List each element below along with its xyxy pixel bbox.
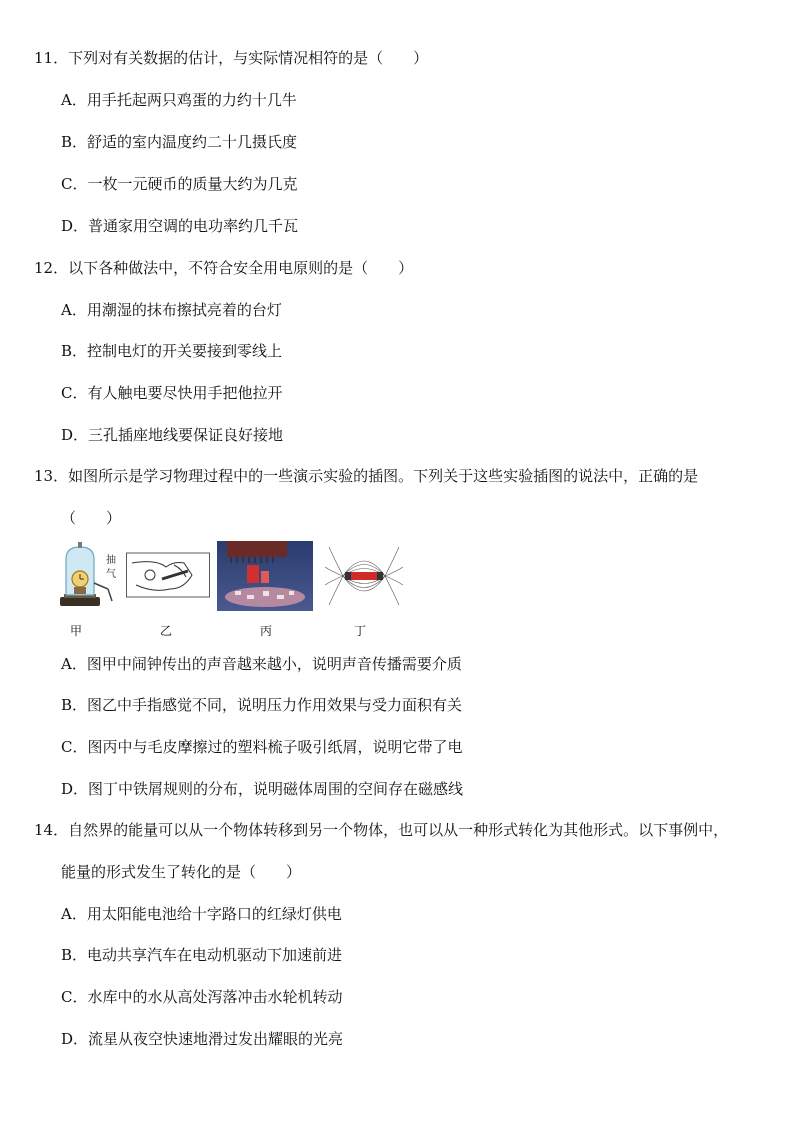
question-13-option-d: D．图丁中铁屑规则的分布，说明磁体周围的空间存在磁感线 <box>61 780 464 798</box>
question-13-stem-continued: （ ） <box>61 509 122 527</box>
question-12-option-d: D．三孔插座地线要保证良好接地 <box>61 426 284 444</box>
figure-comb-paper <box>217 541 313 611</box>
figure-magnet-filings <box>325 541 403 611</box>
figure-bell-jar <box>58 541 120 611</box>
figure-fingers-pencil <box>126 541 210 611</box>
figure-label-bing: 丙 <box>260 624 273 638</box>
question-14-option-b: B．电动共享汽车在电动机驱动下加速前进 <box>61 946 343 964</box>
question-11-option-d: D．普通家用空调的电功率约几千瓦 <box>61 217 299 235</box>
question-12-option-a: A．用潮湿的抹布擦拭亮着的台灯 <box>61 301 282 319</box>
figure-text-chou: 抽 <box>106 555 116 566</box>
question-11-option-a: A．用手托起两只鸡蛋的力约十几牛 <box>61 91 297 109</box>
question-14-stem-continued: 能量的形式发生了转化的是（ ） <box>61 863 302 881</box>
question-13-stem: 13．如图所示是学习物理过程中的一些演示实验的插图。下列关于这些实验插图的说法中，正确的是 <box>34 467 699 485</box>
question-14-option-d: D．流星从夜空快速地滑过发出耀眼的光亮 <box>61 1030 344 1048</box>
question-11-stem: 11．下列对有关数据的估计，与实际情况相符的是（ ） <box>34 49 429 67</box>
question-13-option-a: A．图甲中闹钟传出的声音越来越小，说明声音传播需要介质 <box>61 655 462 673</box>
question-11-option-b: B．舒适的室内温度约二十几摄氏度 <box>61 133 298 151</box>
question-12-option-c: C．有人触电要尽快用手把他拉开 <box>61 384 283 402</box>
figure-label-jia: 甲 <box>70 624 83 638</box>
figure-text-qi: 气 <box>106 569 116 580</box>
question-12-option-b: B．控制电灯的开关要接到零线上 <box>61 342 283 360</box>
question-14-stem: 14．自然界的能量可以从一个物体转移到另一个物体，也可以从一种形式转化为其他形式。以下事例中， <box>34 821 729 839</box>
question-13-option-c: C．图丙中与毛皮摩擦过的塑料梳子吸引纸屑，说明它带了电 <box>61 738 463 756</box>
question-11-option-c: C．一枚一元硬币的质量大约为几克 <box>61 175 298 193</box>
figure-label-ding: 丁 <box>354 624 367 638</box>
question-12-stem: 12．以下各种做法中，不符合安全用电原则的是（ ） <box>34 259 414 277</box>
question-14-option-c: C．水库中的水从高处泻落冲击水轮机转动 <box>61 988 343 1006</box>
question-14-option-a: A．用太阳能电池给十字路口的红绿灯供电 <box>61 905 342 923</box>
question-13-option-b: B．图乙中手指感觉不同，说明压力作用效果与受力面积有关 <box>61 696 463 714</box>
figure-label-yi: 乙 <box>160 624 173 638</box>
